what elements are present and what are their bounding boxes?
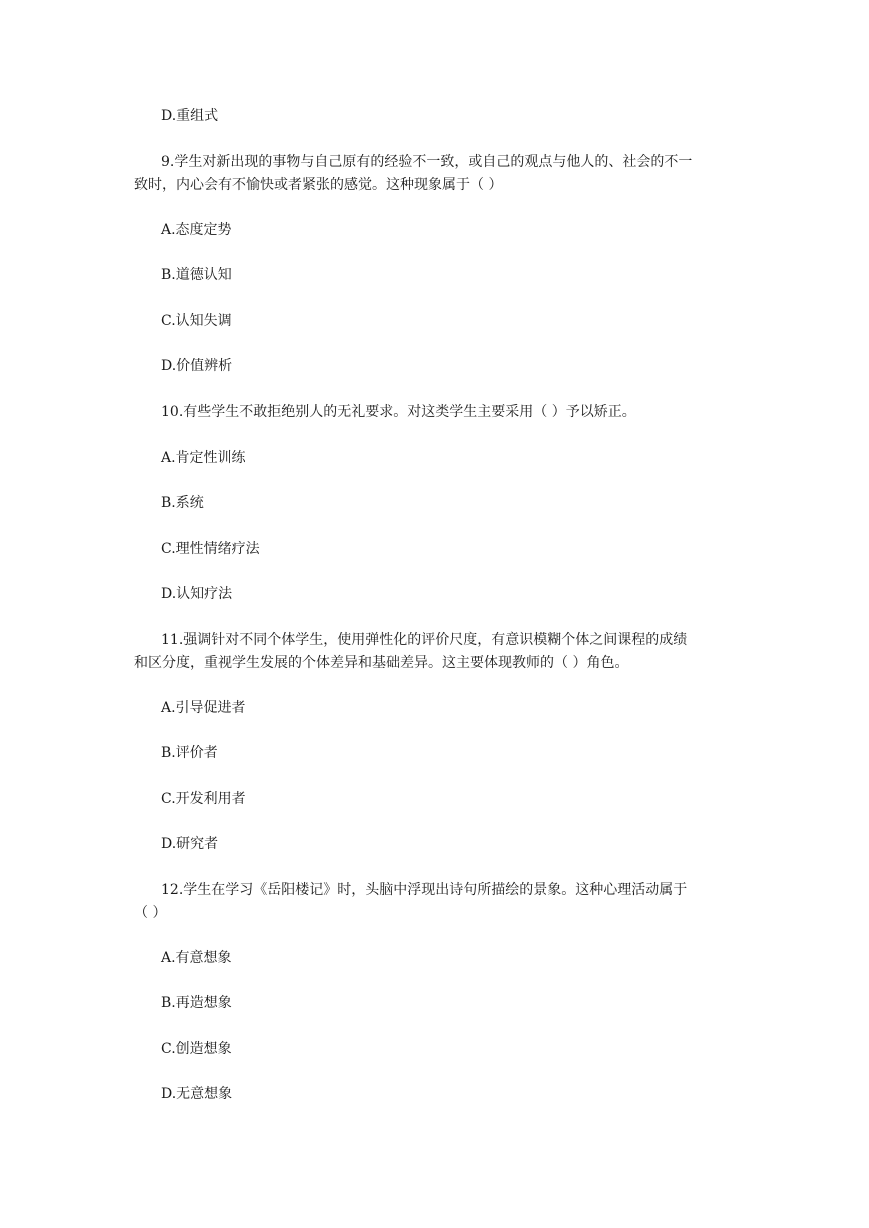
question-12-option-a: A.有意想象: [161, 950, 232, 966]
question-10-option-a: A.肯定性训练: [161, 450, 246, 466]
option-previous-d: D.重组式: [161, 108, 219, 124]
question-11-option-a: A.引导促进者: [161, 700, 246, 716]
question-12-line-2: （ ）: [134, 905, 167, 921]
question-12-option-c: C.创造想象: [161, 1041, 232, 1057]
question-12-option-b: B.再造想象: [161, 995, 232, 1011]
question-10-option-b: B.系统: [161, 495, 204, 511]
question-11-line-2: 和区分度，重视学生发展的个体差异和基础差异。这主要体现教师的（ ）角色。: [134, 655, 629, 671]
question-9-option-b: B.道德认知: [161, 267, 232, 283]
question-11-option-c: C.开发利用者: [161, 791, 246, 807]
question-10-option-c: C.理性情绪疗法: [161, 541, 260, 557]
question-12-option-d: D.无意想象: [161, 1086, 233, 1102]
question-11-option-b: B.评价者: [161, 745, 218, 761]
question-11-line-1: 11.强调针对不同个体学生，使用弹性化的评价尺度，有意识模糊个体之间课程的成绩: [161, 632, 688, 648]
question-10-option-d: D.认知疗法: [161, 586, 233, 602]
question-9-line-2: 致时，内心会有不愉快或者紧张的感觉。这种现象属于（ ）: [134, 177, 503, 193]
question-9-option-d: D.价值辨析: [161, 358, 233, 374]
question-11-option-d: D.研究者: [161, 836, 219, 852]
question-9-option-a: A.态度定势: [161, 222, 232, 238]
question-9-line-1: 9.学生对新出现的事物与自己原有的经验不一致，或自己的观点与他人的、社会的不一: [161, 154, 693, 170]
question-12-line-1: 12.学生在学习《岳阳楼记》时，头脑中浮现出诗句所描绘的景象。这种心理活动属于: [161, 882, 688, 898]
question-10-line-1: 10.有些学生不敢拒绝别人的无礼要求。对这类学生主要采用（ ）予以矫正。: [161, 404, 636, 420]
question-9-option-c: C.认知失调: [161, 313, 232, 329]
